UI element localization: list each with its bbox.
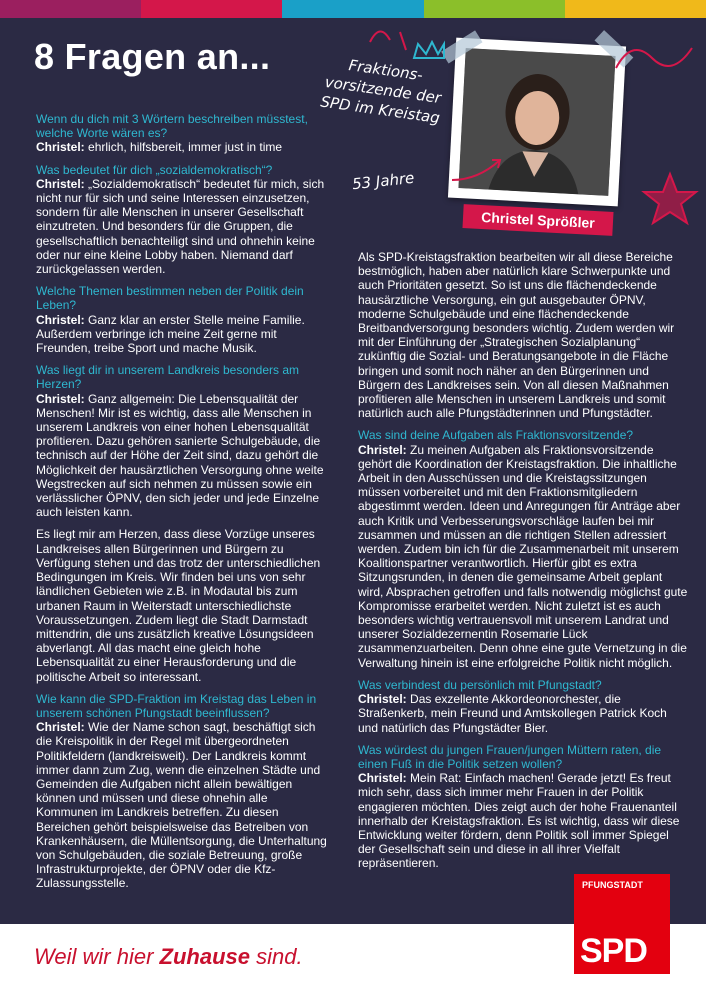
answer-text: „Sozialdemokratisch“ bedeutet für mich, sich nicht nur für sich und seine Interessen einzusetzen, sondern für alle Menschen in unserer Gesellschaft einzutreten. Und besonders für die Gruppen, die gesellschaftlich benachteiligt sind und ohnehin keine oder nur eine kleine Lobby haben. Niemand darf zurückgelassen werden. [36, 176, 325, 277]
star-doodle-icon [640, 170, 700, 230]
handwritten-note: Fraktions-vorsitzende der SPD im Kreistag [319, 56, 443, 128]
name-badge: Christel Sprößler [462, 204, 613, 236]
color-stripe [424, 0, 565, 18]
color-stripe [282, 0, 423, 18]
color-stripe [141, 0, 282, 18]
slogan-part: Weil wir hier [34, 944, 160, 969]
answer-text: Ganz allgemein: Die Lebensqualität der Menschen! Mir ist es wichtig, dass alle Menschen in unserem Landkreis von einer hohen Lebensqualität profitieren. Dazu gehören sanierte Schulgebäude, die technisch auf der Höhe der Zeit sind, dazu gehört die Möglichkeit der hausärztlichen Versorgung ohne weite Wegstrecken auf sich nehmen zu müssen sowie ein verlässlicher ÖPNV, den sich jeder und jede Einzelne auch leisten kann. [36, 391, 324, 520]
speaker-label: Christel: [358, 771, 407, 786]
speaker-label: Christel: [36, 140, 85, 155]
answer-text: Mein Rat: Einfach machen! Gerade jetzt! Es freut mich sehr, dass sich immer mehr Frauen in der Politik engagieren möchten. Dies zeigt auch der hohe Frauenanteil innerhalb der Kreistagsfraktion. Es ist wichtig, dass wir diese Entwicklung weiter fördern, denn Politik soll immer Spiegel der Gesellschaft sein und diese in all ihrer Vielfalt repräsentieren. [358, 771, 680, 871]
qa-block [358, 678, 688, 735]
top-color-bar [0, 0, 706, 18]
qa-block [358, 428, 688, 669]
question-text: Was sind deine Aufgaben als Fraktionsvorsitzende? [358, 428, 634, 443]
question-text: Was bedeutet für dich „sozialdemokratisch“? [36, 162, 273, 177]
right-column [358, 250, 688, 879]
speaker-label: Christel: [36, 176, 85, 191]
answer-text: Ganz klar an erster Stelle meine Familie. Außerdem verbringe ich meine Zeit gerne mit Freunden, treibe Sport und mache Musik. [36, 312, 305, 356]
qa-block [36, 284, 332, 355]
slogan-part: sind. [249, 944, 303, 969]
question-text: Wenn du dich mit 3 Wörtern beschreiben müsstest, welche Worte wären es? [36, 112, 308, 141]
color-stripe [565, 0, 706, 18]
question-text: Welche Themen bestimmen neben der Politik dein Leben? [36, 284, 304, 313]
answer-text: Es liegt mir am Herzen, dass diese Vorzüge unseres Landkreises allen Bürgerinnen und Bürgern zu Verfügung stehen und das trotz der unterschiedlichen Bedingungen im Kreis. Wir finden bei uns von sehr ländlichen Gebieten wie z.B. in Modautal bis zum urbanen Raum in Weiterstadt unterschiedlichste Voraussetzungen. Zudem liegt die Stadt Darmstadt mittendrin, die uns zusätzlich kreative Lösungsideen abverlangt. All das macht eine gleich hohe Lebensqualität zu einer Herausforderung und die politische Arbeit so interessant. [36, 527, 321, 684]
speaker-label: Christel: [36, 391, 85, 406]
answer-text: ehrlich, hilfsbereit, immer just in time [88, 140, 283, 155]
spd-logo: SPD [580, 932, 647, 970]
color-stripe [0, 0, 141, 18]
speaker-label: Christel: [36, 720, 85, 735]
answer-text: Zu meinen Aufgaben als Fraktionsvorsitzende gehört die Koordination der Kreistagsfraktion. Die inhaltliche Arbeit in den Ausschüssen und die Kreistagssitzungen müssen vorbereitet und mit den Fraktionsmitgliedern abgestimmt werden. Ideen und Anregungen für Anträge aber auch Kritik und Verbesserungsvorschläge laufen bei mir zusammen und müssen an die richtigen Stellen adressiert werden. Zudem bin ich für die Zusammenarbeit mit unserem Koalitionspartner verantwortlich. Hierfür gibt es extra Sitzungsrunden, in denen die gemeinsame Arbeit geplant wird, Absprachen getroffen und falls notwendig möglichst gute Kompromisse erarbeitet werden. Nicht zuletzt ist es auch besonders wichtig vertrauensvoll mit unserem Landrat und unserer Sozialdezernentin Rosemarie Lück zusammenzuarbeiten. Denn ohne eine gute Vernetzung in die Verwaltung hinein ist eine erfolgreiche Politik nicht möglich. [358, 442, 688, 670]
page-title: 8 Fragen an... [34, 36, 271, 77]
qa-block [36, 112, 332, 155]
speaker-label: Christel: [358, 692, 407, 707]
qa-block [36, 163, 332, 277]
qa-block [36, 527, 332, 683]
city-label: PFUNGSTADT [582, 880, 643, 890]
qa-block [36, 692, 332, 891]
slogan-emphasis: Zuhause [159, 944, 250, 969]
age-note: 53 Jahre [351, 168, 416, 194]
speaker-label: Christel: [36, 312, 85, 327]
slogan [34, 944, 303, 970]
answer-text: Das exzellente Akkordeonorchester, die Straßenkerb, mein Freund und Amtskollegen Patrick Koch und natürlich das Pfungstädter Bier. [358, 692, 667, 735]
swirl-doodle-icon [612, 28, 702, 88]
arrow-doodle-icon [448, 150, 508, 190]
crown-doodle-icon [412, 40, 446, 62]
qa-block [358, 743, 688, 871]
qa-block [358, 250, 688, 420]
question-text: Was liegt dir in unserem Landkreis besonders am Herzen? [36, 363, 300, 392]
question-text: Was würdest du jungen Frauen/jungen Müttern raten, die einen Fuß in die Politik setzen wollen? [358, 742, 662, 771]
question-text: Wie kann die SPD-Fraktion im Kreistag das Leben in unserem schönen Pfungstadt beeinflussen? [36, 691, 317, 720]
spd-logo-block [574, 874, 670, 974]
answer-text: Wie der Name schon sagt, beschäftigt sich die Kreispolitik in der Regel mit übergeordneten Politikfeldern (landkreisweit). Der Landkreis kommt immer dann zum Zug, wenn die einzelnen Städte und Gemeinden die Aufgaben nicht allein bewältigen können und müssen und diese ohnehin alle Kommunen im Landkreis betreffen. Zu diesen Bereichen gehört beispielsweise das Betreiben von Krankenhäusern, die Müllentsorgung, die Unterhaltung von Schulgebäuden, die soziale Betreuung, große Infrastrukturprojekte, der ÖPNV oder die Kfz-Zulassungsstelle. [36, 720, 327, 891]
answer-text: Als SPD-Kreistagsfraktion bearbeiten wir all diese Bereiche bestmöglich, haben aber natürlich klare Schwerpunkte und auch Prioritäten gesetzt. So ist uns die flächendeckende hausärztliche Versorgung, ein gut ausgebauter ÖPNV, moderne Schulgebäude und eine flächendeckende Breitbandversorgung besonders wichtig. Zudem werden wir mit der Einführung der „Strategischen Sozialplanung“ zukünftig die Sozial- und Beratungsangebote in die Fläche bringen und somit noch näher an den Bürgerinnen und Bürgern des Landkreises sein. Von all diesen Maßnahmen profitieren alle Menschen in unserem Landkreis und somit natürlich auch alle Pfungstädterinnen und Pfungstädter. [358, 250, 675, 421]
qa-block [36, 363, 332, 519]
speaker-label: Christel: [358, 442, 407, 457]
left-column [36, 112, 332, 899]
question-text: Was verbindest du persönlich mit Pfungstadt? [358, 677, 602, 692]
